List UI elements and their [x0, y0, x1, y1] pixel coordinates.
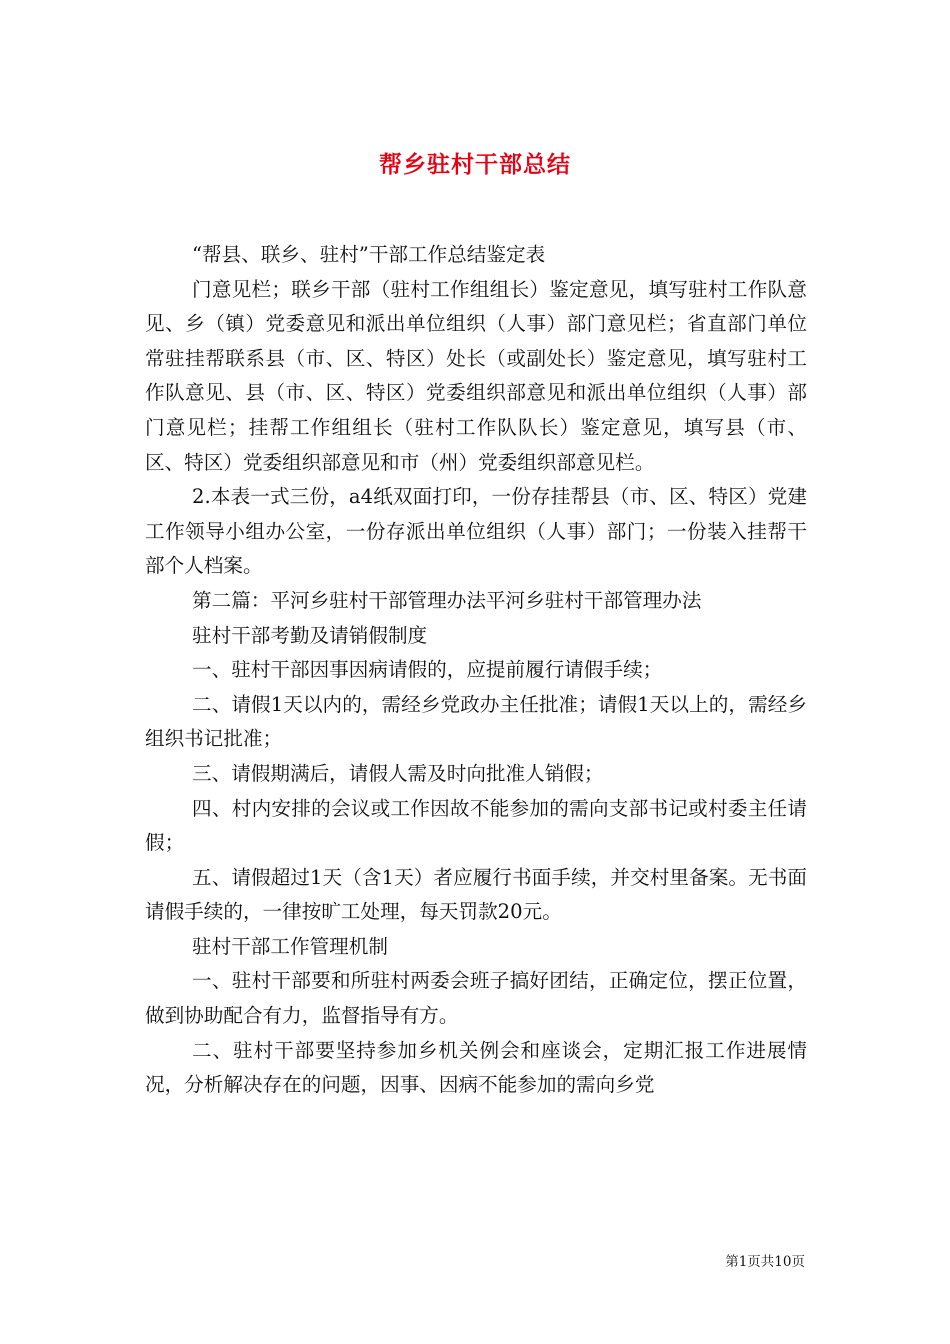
paragraph-form-title: “帮县、联乡、驻村”干部工作总结鉴定表: [192, 243, 546, 266]
paragraph-chapter-two: 第二篇：平河乡驻村干部管理办法平河乡驻村干部管理办法: [192, 588, 702, 612]
paragraph-copies: 2.本表一式三份，a4纸双面打印，一份存挂帮县（市、区、特区）党建工作领导小组办公室，一份存派出单位组织（人事）部门；一份装入挂帮干部个人档案。: [145, 485, 807, 578]
paragraph-opinion-fields: 门意见栏；联乡干部（驻村工作组组长）鉴定意见，填写驻村工作队意见、乡（镇）党委意见和派出单位组织（人事）部门意见栏；省直部门单位常驻挂帮联系县（市、区、特区）处长（或副处长）鉴定意见，填写驻村工作队意见、县（市、区、特区）党委组织部意见和派出单位组织（人事）部门意见栏；挂帮工作组组长（驻村工作队队长）鉴定意见，填写县（市、区、特区）党委组织部意见和市（州）党委组织部意见栏。: [145, 277, 807, 474]
page-number: 第1页共10页: [725, 1254, 805, 1270]
document-body: [145, 238, 807, 1103]
paragraph-rule-5: 五、请假超过1天（含1天）者应履行书面手续，并交村里备案。无书面请假手续的，一律按旷工处理，每天罚款20元。: [145, 865, 807, 924]
paragraph-mechanism-2: 二、驻村干部要坚持参加乡机关例会和座谈会，定期汇报工作进展情况，分析解决存在的问题，因事、因病不能参加的需向乡党: [145, 1038, 807, 1097]
paragraph-rule-4: 四、村内安排的会议或工作因故不能参加的需向支部书记或村委主任请假；: [145, 796, 807, 855]
paragraph-rule-1: 一、驻村干部因事因病请假的，应提前履行请假手续；: [192, 658, 663, 682]
paragraph-rule-2: 二、请假1天以内的，需经乡党政办主任批准；请假1天以上的，需经乡组织书记批准；: [145, 692, 807, 751]
document-title: 帮乡驻村干部总结: [379, 152, 571, 179]
paragraph-attendance-heading: 驻村干部考勤及请销假制度: [192, 623, 428, 647]
paragraph-rule-3: 三、请假期满后，请假人需及时向批准人销假；: [192, 761, 604, 785]
paragraph-mechanism-heading: 驻村干部工作管理机制: [192, 934, 388, 958]
paragraph-mechanism-1: 一、驻村干部要和所驻村两委会班子搞好团结，正确定位，摆正位置，做到协助配合有力，监督指导有方。: [145, 969, 807, 1028]
